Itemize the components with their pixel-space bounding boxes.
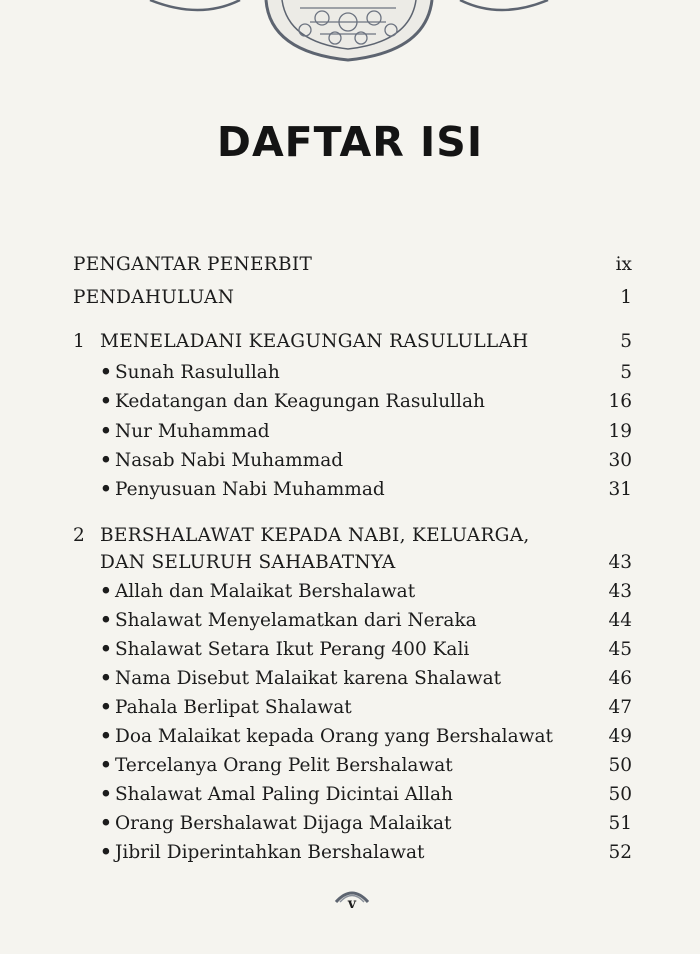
toc-entry-label: Allah dan Malaikat Bershalawat xyxy=(115,581,416,602)
toc-entry-label: Nur Muhammad xyxy=(115,421,270,442)
toc-entry-label: Shalawat Amal Paling Dicintai Allah xyxy=(115,784,453,805)
ornament-top-icon xyxy=(0,0,700,70)
bullet-icon: • xyxy=(100,421,112,442)
toc-chapter-2-continued[interactable] xyxy=(0,549,700,577)
toc-entry-label: PENGANTAR PENERBIT xyxy=(73,254,313,275)
folio-number: v xyxy=(347,896,357,912)
toc-entry-label: Nama Disebut Malaikat karena Shalawat xyxy=(115,668,502,689)
toc-subentry[interactable] xyxy=(0,752,700,780)
toc-page-number: 1 xyxy=(620,287,632,308)
toc-subentry[interactable] xyxy=(0,578,700,606)
toc-subentry[interactable] xyxy=(0,694,700,722)
toc-entry-foreword[interactable] xyxy=(0,251,700,279)
bullet-icon: • xyxy=(100,362,112,383)
bullet-icon: • xyxy=(100,755,112,776)
toc-entry-label: Penyusuan Nabi Muhammad xyxy=(115,479,385,500)
bullet-icon: • xyxy=(100,581,112,602)
toc-subentry[interactable] xyxy=(0,781,700,809)
toc-entry-label: Shalawat Menyelamatkan dari Neraka xyxy=(115,610,477,631)
bullet-icon: • xyxy=(100,479,112,500)
toc-chapter-2[interactable] xyxy=(0,522,700,550)
toc-subentry[interactable] xyxy=(0,418,700,446)
bullet-icon: • xyxy=(100,813,112,834)
toc-page-number: 45 xyxy=(608,639,632,660)
toc-entry-label: Kedatangan dan Keagungan Rasulullah xyxy=(115,391,485,412)
toc-page-number: 44 xyxy=(608,610,632,631)
bullet-icon: • xyxy=(100,391,112,412)
chapter-number: 1 xyxy=(73,331,86,352)
bullet-icon: • xyxy=(100,639,112,660)
toc-entry-label: Doa Malaikat kepada Orang yang Bershalawat xyxy=(115,726,553,747)
toc-page-number: 43 xyxy=(608,581,632,602)
chapter-number: 2 xyxy=(73,525,86,546)
toc-entry-label: Shalawat Setara Ikut Perang 400 Kali xyxy=(115,639,470,660)
page-title: DAFTAR ISI xyxy=(216,118,484,166)
toc-subentry[interactable] xyxy=(0,476,700,504)
toc-subentry[interactable] xyxy=(0,723,700,751)
bullet-icon: • xyxy=(100,842,112,863)
bullet-icon: • xyxy=(100,610,112,631)
toc-subentry[interactable] xyxy=(0,359,700,387)
toc-chapter-1[interactable] xyxy=(0,328,700,356)
bullet-icon: • xyxy=(100,697,112,718)
bullet-icon: • xyxy=(100,668,112,689)
toc-subentry[interactable] xyxy=(0,607,700,635)
toc-page-number: 43 xyxy=(608,552,632,573)
bullet-icon: • xyxy=(100,726,112,747)
toc-subentry[interactable] xyxy=(0,447,700,475)
toc-page-number: 50 xyxy=(608,784,632,805)
toc-page-number: 51 xyxy=(608,813,632,834)
toc-entry-label: Orang Bershalawat Dijaga Malaikat xyxy=(115,813,452,834)
toc-page-number: 16 xyxy=(608,391,632,412)
toc-page-number: 5 xyxy=(620,331,632,352)
toc-subentry[interactable] xyxy=(0,636,700,664)
toc-subentry[interactable] xyxy=(0,665,700,693)
toc-entry-label: Jibril Diperintahkan Bershalawat xyxy=(115,842,425,863)
chapter-title: MENELADANI KEAGUNGAN RASULULLAH xyxy=(100,331,529,352)
toc-page-number: ix xyxy=(615,254,632,275)
toc-entry-label: PENDAHULUAN xyxy=(73,287,235,308)
bullet-icon: • xyxy=(100,784,112,805)
chapter-title: BERSHALAWAT KEPADA NABI, KELUARGA, xyxy=(100,525,530,546)
toc-entry-label: Sunah Rasulullah xyxy=(115,362,280,383)
toc-subentry[interactable] xyxy=(0,810,700,838)
toc-page-number: 47 xyxy=(608,697,632,718)
chapter-title: DAN SELURUH SAHABATNYA xyxy=(100,552,396,573)
toc-page-number: 46 xyxy=(608,668,632,689)
toc-entry-label: Pahala Berlipat Shalawat xyxy=(115,697,352,718)
toc-subentry[interactable] xyxy=(0,388,700,416)
toc-page-number: 5 xyxy=(620,362,632,383)
toc-page-number: 49 xyxy=(608,726,632,747)
toc-page-number: 50 xyxy=(608,755,632,776)
toc-subentry[interactable] xyxy=(0,839,700,867)
toc-page-number: 31 xyxy=(608,479,632,500)
toc-entry-label: Nasab Nabi Muhammad xyxy=(115,450,344,471)
toc-entry-label: Tercelanya Orang Pelit Bershalawat xyxy=(115,755,453,776)
toc-page-number: 30 xyxy=(608,450,632,471)
toc-page-number: 19 xyxy=(608,421,632,442)
bullet-icon: • xyxy=(100,450,112,471)
toc-page-number: 52 xyxy=(608,842,632,863)
toc-entry-introduction[interactable] xyxy=(0,284,700,312)
